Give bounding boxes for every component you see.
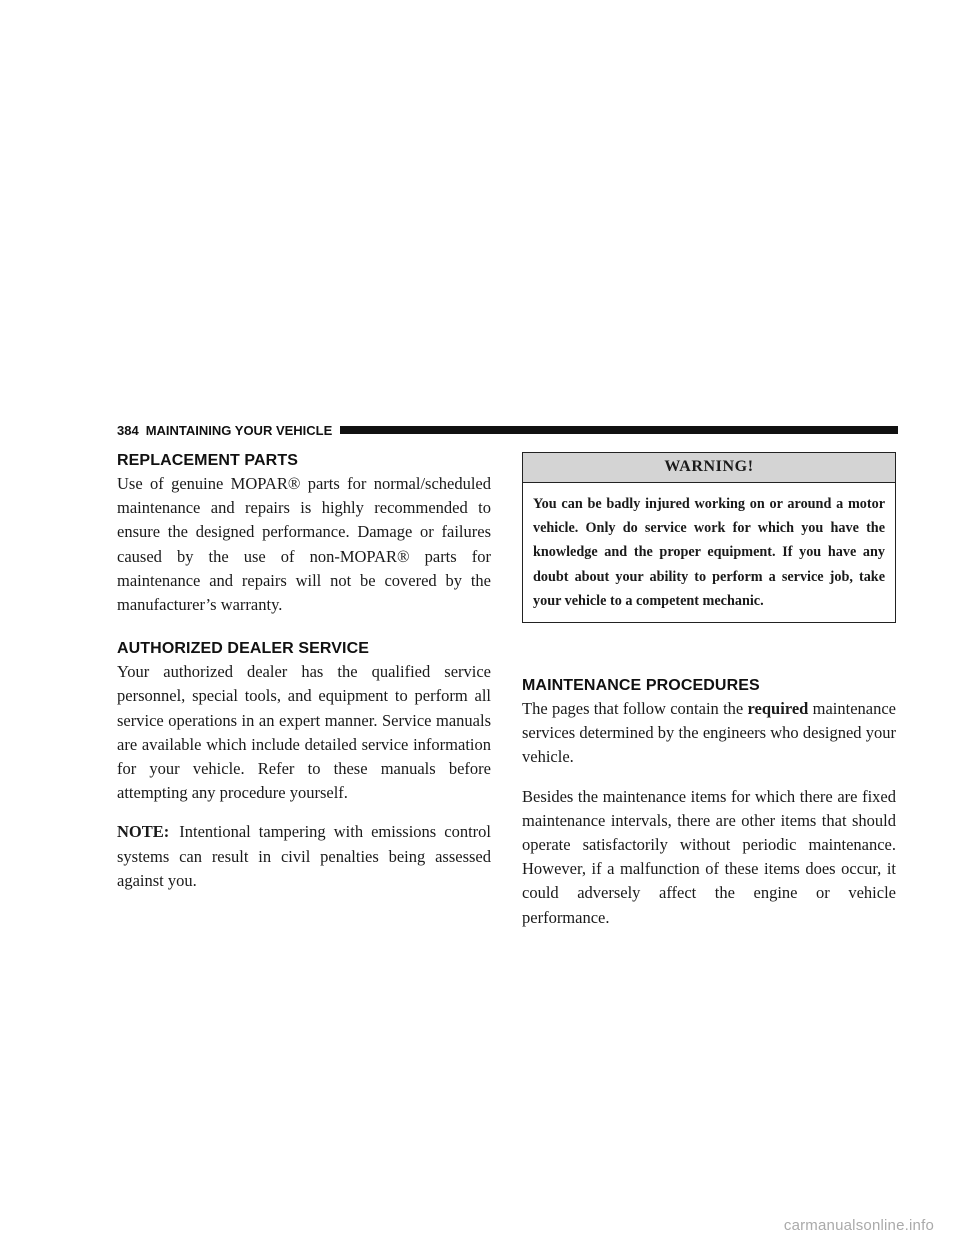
warning-box bbox=[522, 452, 896, 623]
right-column bbox=[522, 452, 896, 945]
warning-title: WARNING! bbox=[523, 453, 895, 483]
warning-text: You can be badly injured working on or around a motor vehicle. Only do service work for which you have the knowledge and the proper equipment. If you have any doubt about your ability to perform a service job, take your vehicle to a competent mechanic. bbox=[533, 496, 885, 609]
procedures-text-start: The pages that follow contain the bbox=[522, 699, 748, 719]
maintenance-procedures-heading: MAINTENANCE PROCEDURES bbox=[522, 677, 760, 695]
procedures-text-end: maintenance services determined by the engineers who designed your vehicle. bbox=[522, 699, 897, 767]
left-column bbox=[117, 452, 491, 908]
page-number: 384 bbox=[117, 422, 139, 438]
page-header bbox=[117, 421, 898, 439]
header-rule bbox=[340, 426, 898, 434]
note-text: Intentional tampering with emissions control systems can result in civil penalties being assessed against you. bbox=[117, 822, 491, 890]
replacement-parts-heading: REPLACEMENT PARTS bbox=[117, 452, 298, 469]
dealer-service-text: Your authorized dealer has the qualified service personnel, special tools, and equipment to perform all service operations in an expert manner. Service manuals are available which include detailed service information for your vehicle. Refer to these manuals before attempting any procedure yourself. bbox=[117, 662, 491, 803]
note-label: NOTE: bbox=[117, 822, 170, 842]
maintenance-intervals-text: Besides the maintenance items for which there are fixed maintenance intervals, there are other items that should operate satisfactorily without periodic maintenance. However, if a malfunction of these items does occur, it could adversely affect the engine or vehicle performance. bbox=[522, 786, 896, 927]
replacement-parts-text: Use of genuine MOPAR® parts for normal/scheduled maintenance and repairs is highly recommended to ensure the designed performance. Damage or failures caused by the use of non-MOPAR® parts for maintenance and repairs will not be covered by the manufacturer’s warranty. bbox=[117, 474, 491, 615]
note-paragraph bbox=[117, 820, 491, 893]
watermark: carmanualsonline.info bbox=[783, 1217, 934, 1234]
required-emphasis: required bbox=[747, 699, 809, 719]
section-title: MAINTAINING YOUR VEHICLE bbox=[145, 422, 333, 438]
maintenance-procedures-text bbox=[522, 697, 896, 770]
dealer-service-heading: AUTHORIZED DEALER SERVICE bbox=[117, 640, 370, 658]
